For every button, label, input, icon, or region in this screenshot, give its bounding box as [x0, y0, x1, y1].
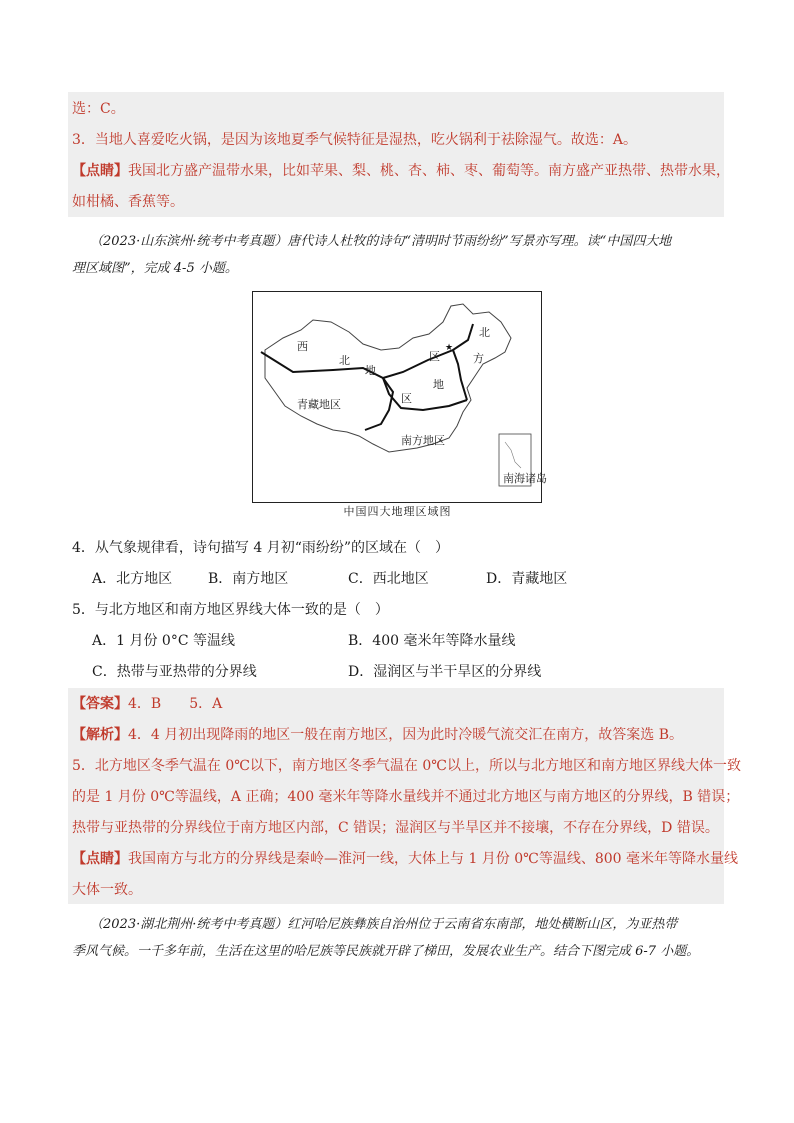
china-outline: [265, 304, 511, 452]
q5-option-d: D．湿润区与半干旱区的分界线: [348, 664, 542, 680]
intro-text-2-cont: 季风气候。一千多年前，生活在这里的哈尼族等民族就开辟了梯田，发展农业生产。结合下图完成 6-7 小题。: [72, 944, 700, 959]
north-boundary: [453, 350, 467, 400]
intro-text-2: （2023·湖北荆州·统考中考真题）红河哈尼族彝族自治州位于云南省东南部，地处横断山区，为亚热带: [90, 917, 678, 932]
china-regions-map: [252, 291, 547, 503]
intro-text-1: （2023·山东滨州·统考中考真题）唐代诗人杜牧的诗句“清明时节雨纷纷”写景亦写理。读“中国四大地: [90, 234, 672, 249]
map-label-qingzang: 青藏地区: [297, 398, 341, 411]
analysis-line-3: 的是 1 月份 0℃等温线，A 正确；400 毫米年等降水量线并不通过北方地区与南方地区的分界线，B 错误；: [72, 789, 740, 805]
answer-tail: 选：C。: [72, 101, 125, 117]
analysis-tag: 【解析】: [72, 727, 128, 743]
analysis-line-2: 5．北方地区冬季气温在 0℃以下，南方地区冬季气温在 0℃以上，所以与北方地区和南方地区界线大体一致: [72, 758, 741, 774]
q5-stem: 5．与北方地区和南方地区界线大体一致的是（ ）: [72, 602, 389, 618]
map-label-bei: 北: [339, 354, 350, 367]
china-map-svg: [253, 292, 547, 502]
point-tag: 【点睛】: [72, 163, 128, 179]
north-south-boundary: [383, 378, 467, 410]
point-tag-2: 【点睛】: [72, 851, 128, 867]
point-note-2: [72, 849, 738, 869]
point-note-1-cont: 如柑橘、香蕉等。: [72, 194, 184, 210]
q4-option-a: A．北方地区: [92, 571, 173, 587]
q5-option-b: B．400 毫米年等降水量线: [348, 633, 516, 649]
inset-label: 南海诸岛: [503, 472, 547, 485]
q5-option-a: A．1 月份 0°C 等温线: [92, 633, 235, 649]
intro-text-1-cont: 理区域图”，完成 4-5 小题。: [72, 261, 238, 276]
point-note-2-cont: 大体一致。: [72, 882, 142, 898]
map-caption: 中国四大地理区域图: [343, 505, 452, 518]
answer-text: 4．B 5．A: [128, 696, 223, 712]
point-note-1: [72, 161, 730, 181]
answer-line: [72, 694, 222, 714]
q4-option-c: C．西北地区: [348, 571, 429, 587]
point-text: 我国北方盛产温带水果，比如苹果、梨、桃、杏、柿、枣、葡萄等。南方盛产亚热带、热带水果，: [128, 163, 730, 179]
map-label-qu: 区: [429, 350, 440, 363]
map-label-qu2: 区: [401, 392, 412, 405]
analysis-line-4: 热带与亚热带的分界线位于南方地区内部，C 错误；湿润区与半旱区并不接壤，不存在分界线，D 错误。: [72, 820, 719, 836]
map-label-fang: 方: [473, 352, 484, 365]
map-label-bei2: 北: [479, 326, 490, 339]
answer-tag: 【答案】: [72, 696, 128, 712]
map-label-xi: 西: [297, 340, 308, 353]
qingzang-boundary: [365, 378, 393, 430]
q4-option-d: D．青藏地区: [486, 571, 568, 587]
q5-option-c: C．热带与亚热带的分界线: [92, 664, 257, 680]
beijing-star-icon: ★: [445, 343, 454, 353]
point-text-2: 我国南方与北方的分界线是秦岭—淮河一线，大体上与 1 月份 0℃等温线、800 毫米年等降水量线: [128, 851, 738, 867]
map-label-nanfang: 南方地区: [401, 434, 445, 447]
map-label-di2: 地: [433, 378, 444, 391]
q4-option-b: B．南方地区: [208, 571, 289, 587]
q4-stem: 4．从气象规律看，诗句描写 4 月初“雨纷纷”的区域在（ ）: [72, 540, 450, 556]
analysis-text-1: 4．4 月初出现降雨的地区一般在南方地区，因为此时冷暖气流交汇在南方，故答案选 B。: [128, 727, 684, 743]
map-label-di: 地: [365, 364, 376, 377]
q3-explanation: 3．当地人喜爱吃火锅，是因为该地夏季气候特征是湿热，吃火锅利于祛除湿气。故选：A。: [72, 132, 638, 148]
analysis-line-1: [72, 725, 683, 745]
